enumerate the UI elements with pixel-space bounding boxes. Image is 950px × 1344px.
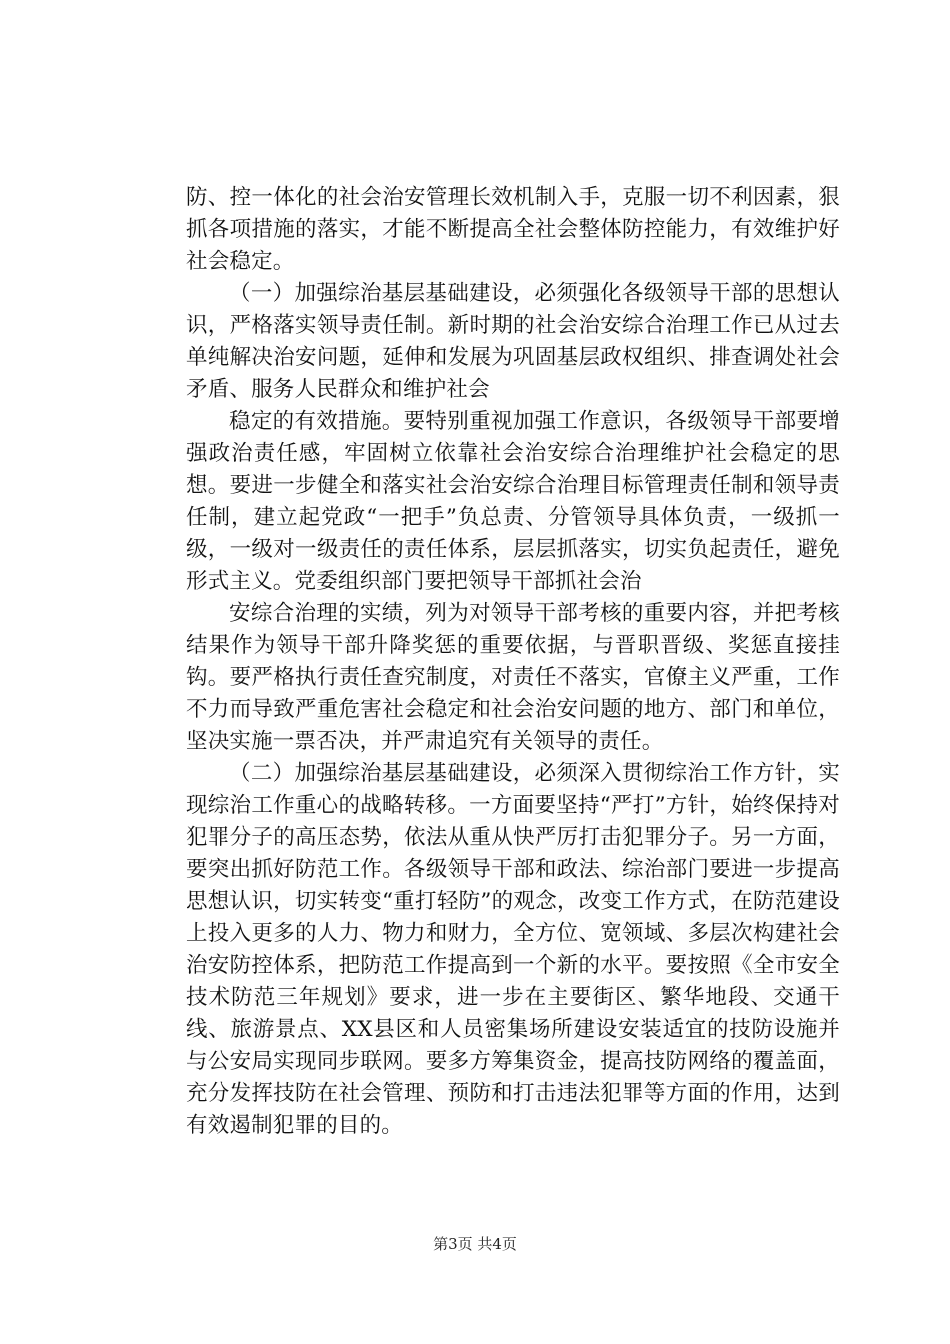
paragraph-5: （二）加强综治基层基础建设，必须深入贯彻综治工作方针，实现综治工作重心的战略转移。一方面要坚持“严打”方针，始终保持对犯罪分子的高压态势，依法从重从快严厉打击犯罪分子。另一方面，要突出抓好防范工作。各级领导干部和政法、综治部门要进一步提高思想认识，切实转变“重打轻防”的观念，改变工作方式，在防范建设上投入更多的人力、物力和财力，全方位、宽领域、多层次构建社会治安防控体系，把防范工作提高到一个新的水平。要按照《全市安全技术防范三年规划》要求，进一步在主要街区、繁华地段、交通干线、旅游景点、XX县区和人员密集场所建设安装适宜的技防设施并与公安局实现同步联网。要多方筹集资金，提高技防网络的覆盖面，充分发挥技防在社会管理、预防和打击违法犯罪等方面的作用，达到有效遏制犯罪的目的。 (186, 761, 840, 1138)
paragraph-1: 防、控一体化的社会治安管理长效机制入手，克服一切不利因素，狠抓各项措施的落实，才能不断提高全社会整体防控能力，有效维护好社会稳定。 (186, 185, 840, 274)
paragraph-4: 安综合治理的实绩，列为对领导干部考核的重要内容，并把考核结果作为领导干部升降奖惩的重要依据，与晋职晋级、奖惩直接挂钩。要严格执行责任查究制度，对责任不落实，官僚主义严重，工作不力而导致严重危害社会稳定和社会治安问题的地方、部门和单位，坚决实施一票否决，并严肃追究有关领导的责任。 (186, 601, 840, 754)
paragraph-3: 稳定的有效措施。要特别重视加强工作意识，各级领导干部要增强政治责任感，牢固树立依靠社会治安综合治理维护社会稳定的思想。要进一步健全和落实社会治安综合治理目标管理责任制和领导责任制，建立起党政“一把手”负总责、分管领导具体负责，一级抓一级，一级对一级责任的责任体系，层层抓落实，切实负起责任，避免形式主义。党委组织部门要把领导干部抓社会治 (186, 409, 840, 594)
page-number-footer: 第3页 共4页 (433, 1235, 517, 1253)
paragraph-2: （一）加强综治基层基础建设，必须强化各级领导干部的思想认识，严格落实领导责任制。新时期的社会治安综合治理工作已从过去单纯解决治安问题，延伸和发展为巩固基层政权组织、排查调处社会矛盾、服务人民群众和维护社会 (186, 281, 840, 402)
document-body (186, 182, 840, 1142)
